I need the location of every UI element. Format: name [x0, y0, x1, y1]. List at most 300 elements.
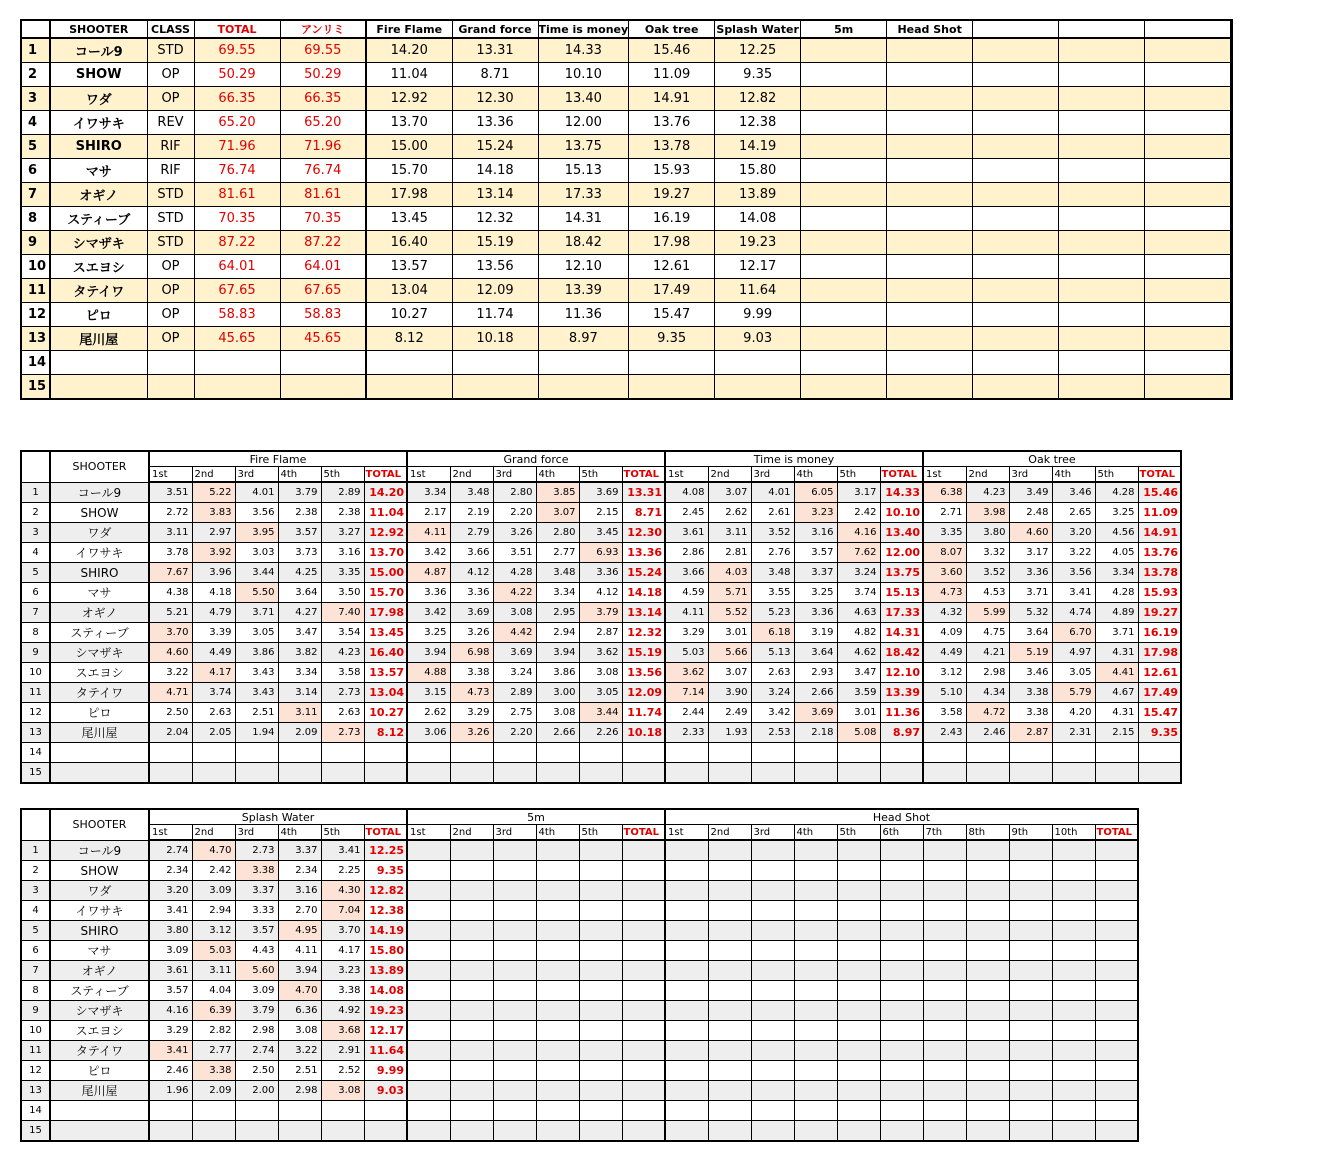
shot-time [493, 921, 536, 941]
stage-time: 18.42 [538, 231, 629, 255]
shot-time [579, 941, 622, 961]
summary-table [20, 19, 1233, 400]
shooter-name: 尾川屋 [50, 723, 149, 743]
row-number: 15 [21, 763, 50, 784]
stage-total: 10.27 [364, 703, 407, 723]
empty-cell [1059, 87, 1145, 111]
shot-time [1052, 1121, 1095, 1142]
shot-time [450, 961, 493, 981]
empty-cell [801, 38, 887, 63]
shot-time: 3.11 [278, 703, 321, 723]
shot-time [579, 1061, 622, 1081]
shot-header-row [21, 467, 1181, 483]
empty-cell [1059, 327, 1145, 351]
empty-cell [973, 303, 1059, 327]
shot-time: 3.98 [966, 503, 1009, 523]
shot-time [450, 981, 493, 1001]
shot-time: 4.09 [923, 623, 966, 643]
shot-time [966, 1081, 1009, 1101]
unlimited-time: 70.35 [280, 207, 366, 231]
shooter-name: スエヨシ [50, 663, 149, 683]
shot-time [708, 1101, 751, 1121]
shooter-row [21, 941, 1138, 961]
shot-time [493, 981, 536, 1001]
shot-time: 3.07 [536, 503, 579, 523]
shot-time: 3.48 [751, 563, 794, 583]
shot-time [751, 1001, 794, 1021]
shot-time: 5.10 [923, 683, 966, 703]
shooter-name [50, 743, 149, 763]
stage-total: 14.33 [880, 482, 923, 503]
summary-row [21, 63, 1232, 87]
shot-time [1009, 1081, 1052, 1101]
stage-time: 8.12 [366, 327, 452, 351]
stage-total: 12.00 [880, 543, 923, 563]
summary-header-11 [973, 20, 1059, 38]
shot-time: 2.33 [665, 723, 708, 743]
shot-time [536, 1101, 579, 1121]
shot-time: 3.23 [794, 503, 837, 523]
shot-time [880, 981, 923, 1001]
shooter-name: SHOW [50, 861, 149, 881]
stage-time [715, 351, 801, 375]
shot-time [1009, 763, 1052, 784]
shot-header: 5th [1095, 467, 1138, 483]
shot-time [923, 901, 966, 921]
shot-time: 4.28 [493, 563, 536, 583]
empty-cell [973, 279, 1059, 303]
shot-time: 3.92 [192, 543, 235, 563]
shot-header: 1st [149, 825, 192, 841]
shot-time: 3.50 [321, 583, 364, 603]
empty-cell [1231, 327, 1233, 351]
stage-time: 11.74 [452, 303, 538, 327]
shot-time [493, 861, 536, 881]
shot-time [837, 921, 880, 941]
shooter-name: マサ [50, 583, 149, 603]
shooter-name: イワサキ [50, 111, 147, 135]
shot-header: 3rd [493, 825, 536, 841]
shot-time [880, 861, 923, 881]
stage-total [622, 961, 665, 981]
shot-time: 4.41 [1095, 663, 1138, 683]
unlimited-time: 76.74 [280, 159, 366, 183]
shot-time [536, 1001, 579, 1021]
shot-time [665, 921, 708, 941]
shot-time: 5.21 [149, 603, 192, 623]
shot-header: 5th [837, 825, 880, 841]
shot-time: 3.45 [579, 523, 622, 543]
stage-total: 13.75 [880, 563, 923, 583]
shot-time: 3.26 [450, 623, 493, 643]
shot-time: 3.11 [149, 523, 192, 543]
empty-cell [1059, 375, 1145, 400]
shot-time [1052, 961, 1095, 981]
shot-time [407, 840, 450, 861]
empty-cell [1231, 351, 1233, 375]
empty-cell [1231, 38, 1233, 63]
shot-time: 3.86 [536, 663, 579, 683]
shot-time: 8.07 [923, 543, 966, 563]
shot-time [450, 1041, 493, 1061]
shot-time: 2.09 [278, 723, 321, 743]
shot-time: 2.52 [321, 1061, 364, 1081]
row-number: 9 [21, 1001, 50, 1021]
shot-time [579, 1121, 622, 1142]
stage-total [622, 743, 665, 763]
shot-time: 7.62 [837, 543, 880, 563]
stage-total: 10.18 [622, 723, 665, 743]
shot-time: 4.25 [278, 563, 321, 583]
shooter-row [21, 623, 1181, 643]
shot-time: 3.08 [579, 663, 622, 683]
shot-time [880, 1101, 923, 1121]
empty-cell [801, 135, 887, 159]
shot-time: 3.43 [235, 663, 278, 683]
shooter-class: RIF [147, 159, 194, 183]
stage-total: 12.10 [880, 663, 923, 683]
shot-time [665, 981, 708, 1001]
shot-time: 5.66 [708, 643, 751, 663]
empty-cell [1145, 303, 1231, 327]
shot-time: 3.23 [321, 961, 364, 981]
shot-time [450, 901, 493, 921]
shot-time [966, 1041, 1009, 1061]
shot-time: 3.52 [751, 523, 794, 543]
shot-time: 4.05 [1095, 543, 1138, 563]
shot-time [966, 1101, 1009, 1121]
shooter-class: STD [147, 207, 194, 231]
shot-time: 2.82 [192, 1021, 235, 1041]
shooter-name: ピロ [50, 703, 149, 723]
row-number: 15 [21, 1121, 50, 1142]
shot-time: 5.71 [708, 583, 751, 603]
shot-time [579, 1001, 622, 1021]
empty-cell [1059, 38, 1145, 63]
stage-time: 12.17 [715, 255, 801, 279]
shot-time: 3.15 [407, 683, 450, 703]
stage-total: 16.40 [364, 643, 407, 663]
shot-time: 3.38 [450, 663, 493, 683]
shot-time: 3.08 [493, 603, 536, 623]
shot-time: 4.95 [278, 921, 321, 941]
shot-time [966, 961, 1009, 981]
shot-time [751, 861, 794, 881]
row-number: 6 [21, 941, 50, 961]
shot-time: 3.51 [149, 482, 192, 503]
shot-time: 2.89 [321, 482, 364, 503]
stage-total [622, 1061, 665, 1081]
shot-time: 4.59 [665, 583, 708, 603]
stage-total: 15.24 [622, 563, 665, 583]
row-number: 15 [21, 375, 50, 400]
shot-time: 3.38 [192, 1061, 235, 1081]
shooter-name [50, 351, 147, 375]
summary-row [21, 87, 1232, 111]
stage-time: 15.13 [538, 159, 629, 183]
shot-time: 2.98 [235, 1021, 278, 1041]
shot-time [1009, 961, 1052, 981]
unlimited-time: 65.20 [280, 111, 366, 135]
stage-time: 13.45 [366, 207, 452, 231]
corner-cell [21, 809, 50, 840]
unlimited-time: 71.96 [280, 135, 366, 159]
shot-time: 3.57 [149, 981, 192, 1001]
shot-header: 6th [880, 825, 923, 841]
stage-group-title: Head Shot [665, 809, 1138, 825]
shot-time: 3.12 [192, 921, 235, 941]
shot-time [837, 1121, 880, 1142]
shot-time [923, 1001, 966, 1021]
shot-time [1095, 743, 1138, 763]
empty-cell [973, 183, 1059, 207]
shot-time: 6.39 [192, 1001, 235, 1021]
summary-row [21, 183, 1232, 207]
stage-time: 15.70 [366, 159, 452, 183]
shot-time: 2.79 [450, 523, 493, 543]
stage-time: 13.57 [366, 255, 452, 279]
stage-total: 10.10 [880, 503, 923, 523]
stage-total [622, 941, 665, 961]
shot-time [1052, 901, 1095, 921]
shot-time: 3.25 [794, 583, 837, 603]
shooter-name [50, 1101, 149, 1121]
shot-time: 3.49 [1009, 482, 1052, 503]
summary-header-5: Grand force [452, 20, 538, 38]
stage-total: 8.97 [880, 723, 923, 743]
stage-time: 13.04 [366, 279, 452, 303]
shot-time [880, 1001, 923, 1021]
shot-time: 2.87 [1009, 723, 1052, 743]
shot-time: 3.82 [278, 643, 321, 663]
shot-time: 7.40 [321, 603, 364, 623]
total-time: 66.35 [194, 87, 280, 111]
stage-total [622, 901, 665, 921]
shot-time: 3.52 [966, 563, 1009, 583]
stage-total: 18.42 [880, 643, 923, 663]
shooter-name: ワダ [50, 87, 147, 111]
stage-total: 12.61 [1138, 663, 1181, 683]
shot-time: 3.64 [278, 583, 321, 603]
shot-time [278, 743, 321, 763]
shooter-class: OP [147, 303, 194, 327]
shot-time: 3.16 [321, 543, 364, 563]
shot-time [1052, 941, 1095, 961]
shot-time [321, 743, 364, 763]
shot-time: 3.29 [665, 623, 708, 643]
shot-time [923, 921, 966, 941]
shot-time [493, 743, 536, 763]
empty-cell [887, 87, 973, 111]
shot-time: 2.42 [837, 503, 880, 523]
shot-time: 2.25 [321, 861, 364, 881]
shot-time [536, 840, 579, 861]
shot-header: 4th [278, 467, 321, 483]
shot-time: 3.57 [278, 523, 321, 543]
row-number: 7 [21, 961, 50, 981]
row-number: 1 [21, 840, 50, 861]
shot-time: 3.71 [1009, 583, 1052, 603]
shot-time: 4.12 [450, 563, 493, 583]
shot-time [579, 881, 622, 901]
shot-time: 3.03 [235, 543, 278, 563]
shot-time [407, 1121, 450, 1142]
stage-total: 12.30 [622, 523, 665, 543]
shot-time [579, 1021, 622, 1041]
total-time: 50.29 [194, 63, 280, 87]
stage-time: 13.75 [538, 135, 629, 159]
empty-cell [1145, 111, 1231, 135]
shot-time: 3.24 [751, 683, 794, 703]
shot-time [536, 1081, 579, 1101]
shot-time: 5.08 [837, 723, 880, 743]
shot-time [321, 763, 364, 784]
shot-time [837, 1021, 880, 1041]
shot-time: 3.69 [450, 603, 493, 623]
shot-time [493, 1121, 536, 1142]
shot-time: 4.27 [278, 603, 321, 623]
shot-time: 2.15 [1095, 723, 1138, 743]
stage-total: 14.08 [364, 981, 407, 1001]
empty-cell [1231, 135, 1233, 159]
shot-time: 4.82 [837, 623, 880, 643]
shot-time [407, 861, 450, 881]
summary-header-4: Fire Flame [366, 20, 452, 38]
summary-row [21, 327, 1232, 351]
shot-time [837, 743, 880, 763]
shot-time: 2.77 [192, 1041, 235, 1061]
shot-time: 2.44 [665, 703, 708, 723]
shot-time [708, 1121, 751, 1142]
total-header: TOTAL [1138, 467, 1181, 483]
shot-time: 3.37 [794, 563, 837, 583]
total-time [194, 351, 280, 375]
shot-time: 4.88 [407, 663, 450, 683]
shot-time [794, 881, 837, 901]
shot-time [751, 1021, 794, 1041]
shot-time: 3.85 [536, 482, 579, 503]
row-number: 11 [21, 683, 50, 703]
shot-time: 3.20 [1052, 523, 1095, 543]
stage-detail-table-1 [20, 450, 1182, 784]
shot-time: 3.48 [450, 482, 493, 503]
shooter-row [21, 1101, 1138, 1121]
row-number: 5 [21, 135, 50, 159]
shot-time [923, 881, 966, 901]
shot-time: 2.73 [321, 723, 364, 743]
shot-time: 3.25 [1095, 503, 1138, 523]
shot-header: 3rd [235, 467, 278, 483]
shot-time [837, 901, 880, 921]
shot-time [1095, 763, 1138, 784]
total-header: TOTAL [364, 825, 407, 841]
stage-total: 12.17 [364, 1021, 407, 1041]
shot-time: 2.15 [579, 503, 622, 523]
shot-time: 3.24 [493, 663, 536, 683]
shot-header: 4th [1052, 467, 1095, 483]
shot-time: 2.73 [321, 683, 364, 703]
stage-time: 14.31 [538, 207, 629, 231]
empty-cell [887, 63, 973, 87]
shooter-row [21, 763, 1181, 784]
shot-header: 3rd [751, 467, 794, 483]
shot-time [751, 1081, 794, 1101]
total-time: 71.96 [194, 135, 280, 159]
unlimited-time: 64.01 [280, 255, 366, 279]
shot-time [407, 881, 450, 901]
shooter-row [21, 543, 1181, 563]
shot-time [751, 1061, 794, 1081]
shot-time: 3.42 [407, 603, 450, 623]
shot-time [579, 1081, 622, 1101]
shot-time [1009, 1021, 1052, 1041]
shot-time [493, 941, 536, 961]
row-number: 8 [21, 207, 50, 231]
summary-header-9: 5m [801, 20, 887, 38]
shot-time [235, 743, 278, 763]
shot-time [923, 1061, 966, 1081]
shooter-row [21, 482, 1181, 503]
shooter-row [21, 1081, 1138, 1101]
shot-time: 3.62 [665, 663, 708, 683]
shot-time [751, 901, 794, 921]
shot-time [536, 1061, 579, 1081]
unlimited-time: 67.65 [280, 279, 366, 303]
empty-cell [1145, 159, 1231, 183]
shot-time [407, 941, 450, 961]
empty-cell [801, 375, 887, 400]
shot-time [149, 1101, 192, 1121]
shot-time: 3.80 [149, 921, 192, 941]
shot-time: 2.53 [751, 723, 794, 743]
shot-time: 4.70 [278, 981, 321, 1001]
shot-time [794, 743, 837, 763]
shot-time: 4.20 [1052, 703, 1095, 723]
shot-time [493, 840, 536, 861]
shot-time [149, 763, 192, 784]
shot-time [837, 881, 880, 901]
shot-time: 3.94 [536, 643, 579, 663]
shot-time: 4.56 [1095, 523, 1138, 543]
shot-time [880, 921, 923, 941]
shot-time: 3.38 [235, 861, 278, 881]
shot-time [837, 1041, 880, 1061]
shot-time: 2.94 [192, 901, 235, 921]
shot-time: 3.71 [235, 603, 278, 623]
stage-time: 13.56 [452, 255, 538, 279]
shot-time [493, 961, 536, 981]
shot-time: 7.04 [321, 901, 364, 921]
summary-header-row [21, 20, 1232, 38]
shot-time [450, 1061, 493, 1081]
empty-cell [1231, 159, 1233, 183]
summary-header-7: Oak tree [629, 20, 715, 38]
summary-header-1: CLASS [147, 20, 194, 38]
shot-time [665, 1121, 708, 1142]
empty-cell [1145, 207, 1231, 231]
shot-time [1009, 1061, 1052, 1081]
stage-total [622, 763, 665, 784]
empty-cell [1059, 255, 1145, 279]
shot-header: 9th [1009, 825, 1052, 841]
shot-time [837, 1081, 880, 1101]
shooter-row [21, 503, 1181, 523]
stage-total: 16.19 [1138, 623, 1181, 643]
stage-time: 16.40 [366, 231, 452, 255]
shot-time: 3.29 [450, 703, 493, 723]
shot-time: 2.63 [321, 703, 364, 723]
shooter-name: オギノ [50, 961, 149, 981]
